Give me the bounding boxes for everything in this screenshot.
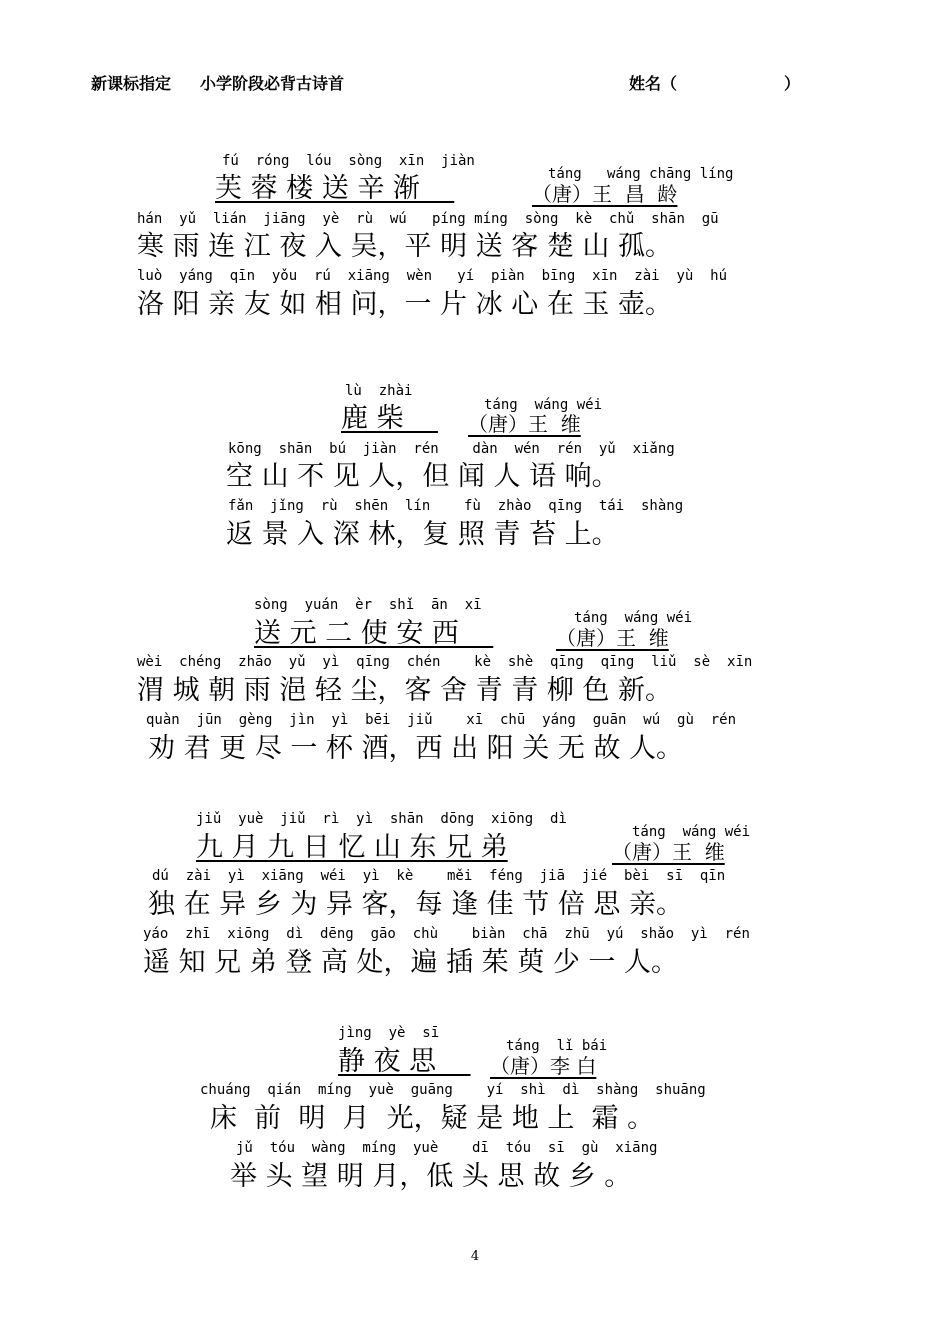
title-pinyin: sòng yuán èr shǐ ān xī xyxy=(254,597,482,613)
poem-line: 举 头 望 明 月，低 头 思 故 乡 。 xyxy=(230,1161,632,1192)
poem-author: （唐）王 昌 龄 xyxy=(532,182,678,206)
line-pinyin: kōng shān bú jiàn rén dàn wén rén yǔ xiǎng xyxy=(228,441,675,457)
poem-line: 遥 知 兄 弟 登 高 处，遍 插 茱 萸 少 一 人。 xyxy=(143,947,678,978)
title-pinyin: jìng yè sī xyxy=(338,1025,440,1041)
poem-author: （唐）王 维 xyxy=(556,626,669,650)
author-pinyin: táng wáng wéi xyxy=(574,610,693,626)
title-pinyin: lù zhài xyxy=(345,383,413,399)
poem-line: 寒 雨 连 江 夜 入 吴，平 明 送 客 楚 山 孤。 xyxy=(137,231,672,262)
poem-title: 芙 蓉 楼 送 辛 渐 xyxy=(215,173,455,204)
line-pinyin: dú zài yì xiāng wéi yì kè měi féng jiā jié bèi sī qīn xyxy=(152,868,726,884)
line-pinyin: quàn jūn gèng jìn yì bēi jiǔ xī chū yáng guān wú gù rén xyxy=(146,712,737,728)
poem-line: 空 山 不 见 人，但 闻 人 语 响。 xyxy=(226,461,619,492)
poem-title: 送 元 二 使 安 西 xyxy=(254,618,494,649)
poem-author: （唐）王 维 xyxy=(612,840,725,864)
line-pinyin: wèi chéng zhāo yǔ yì qīng chén kè shè qīng qīng liǔ sè xīn xyxy=(137,654,753,670)
title-pinyin: fú róng lóu sòng xīn jiàn xyxy=(222,153,475,169)
author-pinyin: táng wáng wéi xyxy=(484,397,603,413)
poem-line: 洛 阳 亲 友 如 相 问，一 片 冰 心 在 玉 壶。 xyxy=(137,289,672,320)
line-pinyin: chuáng qián míng yuè guāng yí shì dì shàng shuāng xyxy=(200,1082,706,1098)
header-left: 新课标指定 xyxy=(91,74,172,93)
author-pinyin: táng wáng wéi xyxy=(632,824,751,840)
line-pinyin: luò yáng qīn yǒu rú xiāng wèn yí piàn bīng xīn zài yù hú xyxy=(137,268,728,284)
poem-title: 鹿 柴 xyxy=(341,403,438,434)
line-pinyin: hán yǔ lián jiāng yè rù wú píng míng sòng kè chǔ shān gū xyxy=(137,211,719,227)
name-label: 姓名（ xyxy=(629,74,678,93)
poem-title: 静 夜 思 xyxy=(338,1046,471,1077)
poem-line: 渭 城 朝 雨 浥 轻 尘，客 舍 青 青 柳 色 新。 xyxy=(137,675,672,706)
poem-line: 独 在 异 乡 为 异 客，每 逢 佳 节 倍 思 亲。 xyxy=(148,889,683,920)
line-pinyin: fǎn jǐng rù shēn lín fù zhào qīng tái shàng xyxy=(228,498,684,514)
author-pinyin: táng wáng chāng líng xyxy=(548,166,734,182)
line-pinyin: jǔ tóu wàng míng yuè dī tóu sī gù xiāng xyxy=(236,1140,658,1156)
page-number: 4 xyxy=(470,1249,480,1264)
name-close: ） xyxy=(784,74,801,93)
title-pinyin: jiǔ yuè jiǔ rì yì shān dōng xiōng dì xyxy=(196,811,567,827)
poem-author: （唐）李 白 xyxy=(490,1054,597,1078)
line-pinyin: yáo zhī xiōng dì dēng gāo chù biàn chā zhū yú shǎo yì rén xyxy=(143,926,750,942)
poem-line: 劝 君 更 尽 一 杯 酒，西 出 阳 关 无 故 人。 xyxy=(148,733,683,764)
poem-line: 床 前 明 月 光，疑 是 地 上 霜 。 xyxy=(210,1103,655,1134)
poem-line: 返 景 入 深 林，复 照 青 苔 上。 xyxy=(226,519,619,550)
author-pinyin: táng lǐ bái xyxy=(506,1038,608,1054)
poem-title: 九 月 九 日 忆 山 东 兄 弟 xyxy=(196,832,508,863)
poem-author: （唐）王 维 xyxy=(468,412,581,436)
header-middle: 小学阶段必背古诗首 xyxy=(200,74,345,93)
